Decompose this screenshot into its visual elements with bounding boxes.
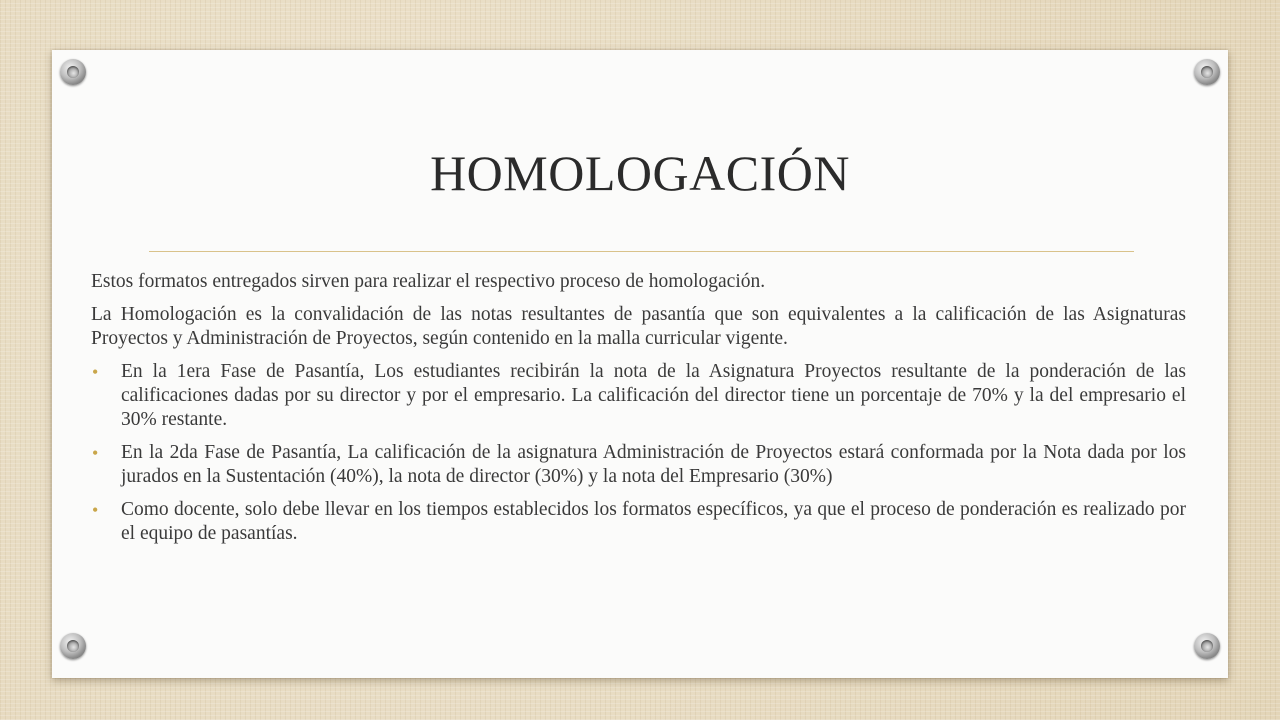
bullet-item (91, 441, 1186, 489)
title-divider (149, 251, 1134, 252)
bullet-icon: • (92, 500, 99, 520)
bullet-text: En la 1era Fase de Pasantía, Los estudiantes recibirán la nota de la Asignatura Proyectos resultante de la ponderación de las calificaciones dadas por su director y por el empresario. La calificación del director tiene un porcentaje de 70% y la del empresario el 30% restante. (121, 361, 1186, 430)
slide-card (52, 50, 1228, 678)
grommet-icon (1194, 59, 1220, 85)
slide-body (91, 270, 1186, 555)
bullet-list (91, 360, 1186, 546)
grommet-icon (1194, 633, 1220, 659)
definition-paragraph: La Homologación es la convalidación de las notas resultantes de pasantía que son equivalentes a la calificación de las Asignaturas Proyectos y Administración de Proyectos, según contenido en la malla curricular vigente. (91, 304, 1186, 349)
intro-paragraph: Estos formatos entregados sirven para realizar el respectivo proceso de homologación. (91, 271, 766, 292)
bullet-icon: • (92, 362, 99, 382)
grommet-icon (60, 633, 86, 659)
grommet-icon (60, 59, 86, 85)
bullet-icon: • (92, 443, 99, 463)
slide-title: HOMOLOGACIÓN (430, 145, 850, 201)
bullet-item (91, 498, 1186, 546)
bullet-text: En la 2da Fase de Pasantía, La calificación de la asignatura Administración de Proyectos estará conformada por la Nota dada por los jurados en la Sustentación (40%), la nota de director (30%) y la nota del Empresario (30%) (121, 442, 1186, 487)
bullet-text: Como docente, solo debe llevar en los tiempos establecidos los formatos específicos, ya que el proceso de ponderación es realizado por el equipo de pasantías. (121, 499, 1186, 544)
bullet-item (91, 360, 1186, 432)
